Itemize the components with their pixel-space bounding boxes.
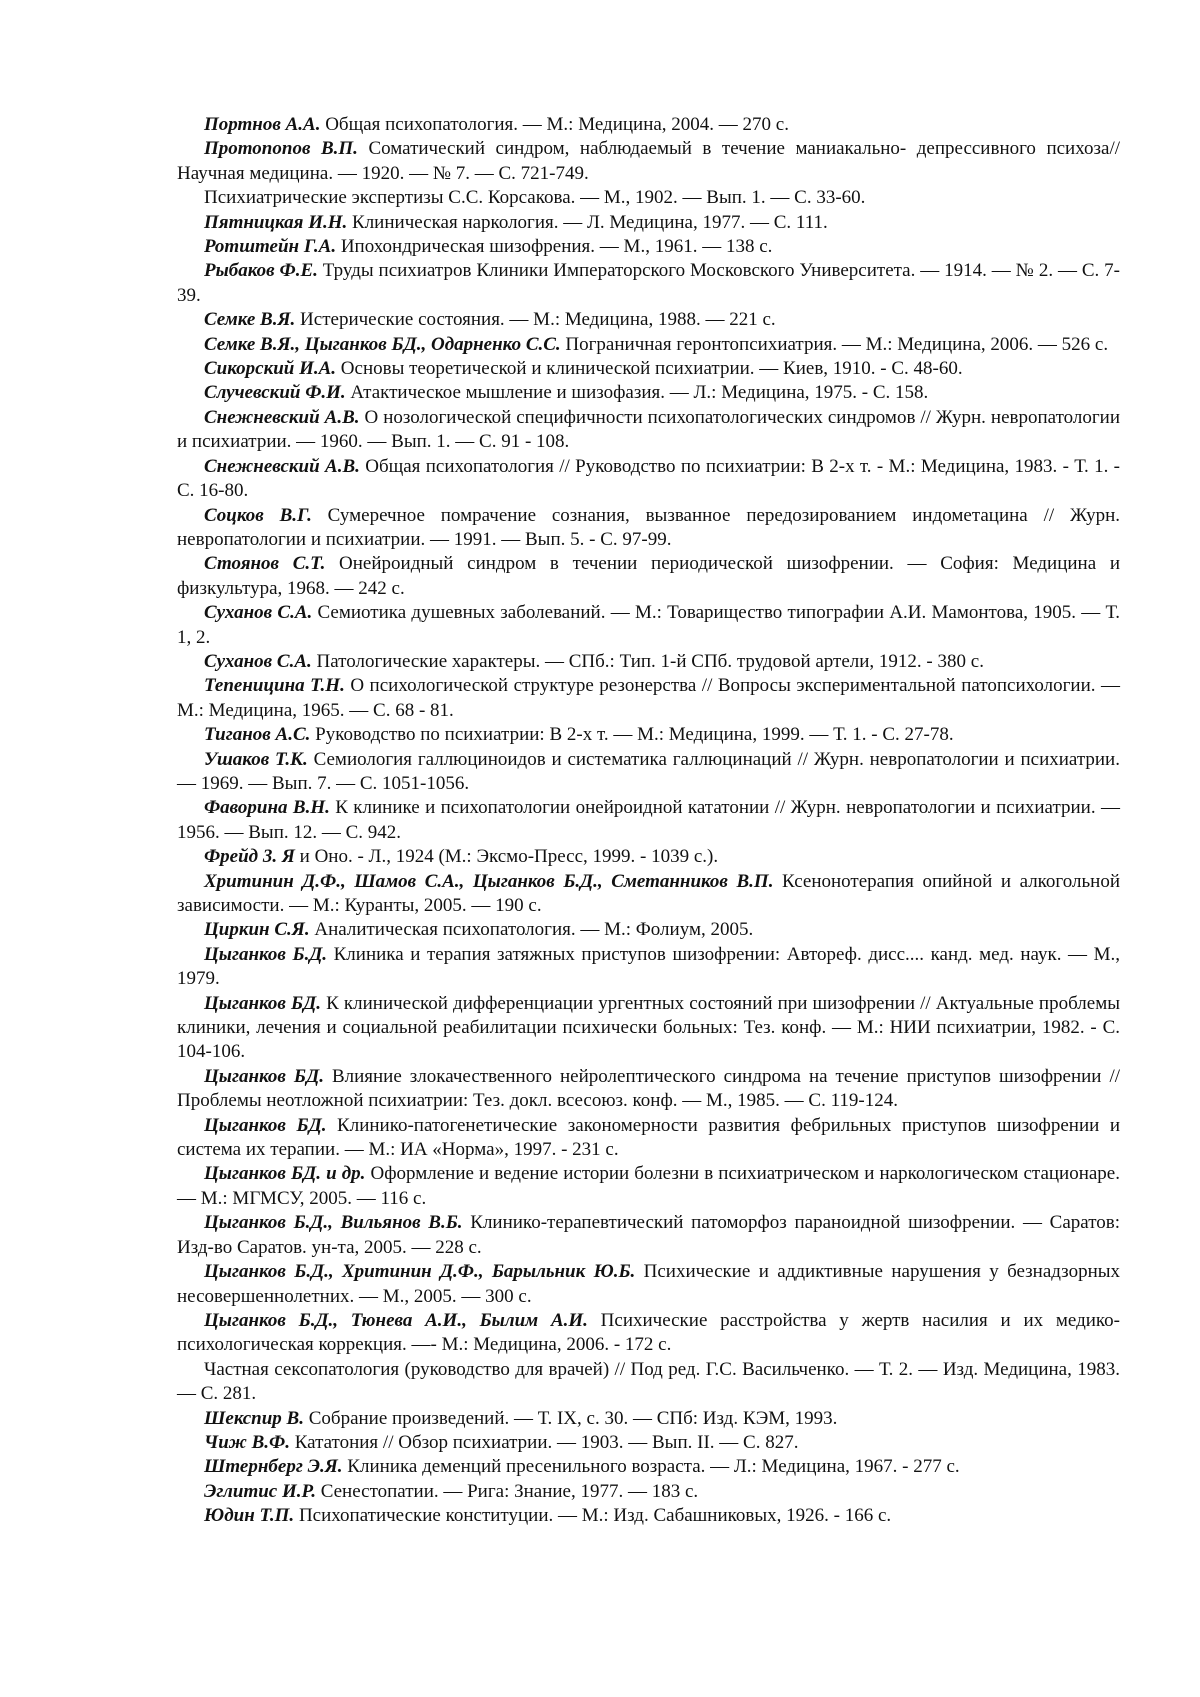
bib-author: Цыганков Б.Д., Хритинин Д.Ф., Барыльник Ю.Б. [204,1261,636,1283]
bib-author: Эглитис И.Р. [204,1480,316,1502]
bib-entry [177,943,1120,992]
bib-author: Тепеницина Т.Н. [204,675,345,697]
bib-text: Истерические состояния. — М.: Медицина, 1988. — 221 с. [300,309,776,331]
bib-author: Протопопов В.П. [204,138,358,160]
bib-author: Соцков В.Г. [204,504,312,526]
bib-text: Клинико-терапевтический патоморфоз параноидной шизофрении. — Саратов: Изд-во Саратов. ун-та, 2005. — 228 с. [177,1212,1121,1258]
bib-text: Общая психопатология // Руководство по психиатрии: В 2-х т. - М.: Медицина, 1983. - Т. 1. - С. 16-80. [177,455,1120,502]
bib-entry [177,1480,1120,1504]
bib-author: Цыганков Б.Д., Тюнева А.И., Былим А.И. [204,1309,588,1331]
bib-entry [177,1260,1120,1309]
bib-text: Соматический синдром, наблюдаемый в течение маниакально- депрессивного психоза// Научная медицина. — 1920. — № 7. — С. 721-749. [177,138,1121,184]
bib-text: Общая психопатология. — М.: Медицина, 2004. — 270 с. [325,114,789,135]
bib-entry [177,333,1120,357]
bib-author: Шекспир В. [204,1407,304,1429]
bib-entry [177,845,1120,869]
bib-author: Стоянов С.Т. [204,553,326,575]
bib-entry [177,1431,1120,1455]
bib-text: Клиническая наркология. — Л. Медицина, 1977. — С. 111. [352,211,828,233]
bib-entry [177,918,1120,942]
bib-text: Кататония // Обзор психиатрии. — 1903. — Вып. II. — С. 827. [294,1431,799,1453]
bib-author: Хритинин Д.Ф., Шамов С.А., Цыганков Б.Д., Сметанников В.П. [204,870,774,892]
bib-entry [177,870,1120,919]
bib-entry [177,1114,1120,1163]
bib-entry [177,1455,1120,1479]
bib-text: Клинико-патогенетические закономерности развития фебрильных приступов шизофрении и система их терапии. — М.: ИА «Норма», 1997. - 231 с. [177,1114,1121,1161]
bib-entry [177,113,1120,137]
bib-author: Фрейд 3. Я [204,846,295,868]
bib-text: Пограничная геронтопсихиатрия. — М.: Медицина, 2006. — 526 с. [565,333,1109,355]
bib-entry [177,674,1120,723]
bib-text: Клиника деменций пресенильного возраста. — Л.: Медицина, 1967. - 277 с. [347,1456,960,1478]
bib-text: К клинике и психопатологии онейроидной кататонии // Журн. невропатологии и психиатрии. — 1956. — Вып. 12. — С. 942. [177,797,1120,843]
bib-text: Аналитическая психопатология. — М.: Фолиум, 2005. [314,919,754,941]
bib-entry [177,1162,1120,1211]
bib-entry [177,552,1120,601]
bib-text: Клиника и терапия затяжных приступов шизофрении: Автореф. дисс.... канд. мед. наук. — М., 1979. [177,943,1120,990]
bib-entry [177,381,1120,405]
bib-author: Тиганов А.С. [204,724,311,746]
bib-entry [177,1358,1120,1407]
bib-author: Ушаков Т.К. [204,748,308,770]
bib-text: Руководство по психиатрии: В 2-х т. — М.: Медицина, 1999. — Т. 1. - С. 27-78. [315,724,954,746]
bib-author: Сикорский И.А. [204,358,337,380]
bib-text: Сенестопатии. — Рига: Знание, 1977. — 183 с. [320,1480,699,1502]
bib-author: Циркин С.Я. [204,919,310,941]
bib-entry [177,211,1120,235]
bib-text: Собрание произведений. — Т. IX, с. 30. — СПб: Изд. КЭМ, 1993. [308,1407,838,1429]
bib-author: Цыганков БД. и др. [204,1163,366,1185]
bib-entry [177,650,1120,674]
bib-entry [177,796,1120,845]
bib-author: Портнов А.А. [204,114,321,135]
bib-text: К клинической дифференциации ургентных состояний при шизофрении // Актуальные проблемы клиники, лечения и социальной реабилитации психически больных: Тез. конф. — М.: НИИ психиатрии, 1982. - С. 104-106. [177,992,1121,1063]
bib-author: Снежневский А.В. [204,455,360,477]
bib-entry [177,406,1120,455]
bib-entry [177,357,1120,381]
bib-author: Цыганков БД. [204,1114,327,1136]
bib-entry [177,992,1120,1065]
bib-author: Чиж В.Ф. [204,1431,290,1453]
bib-author: Штернберг Э.Я. [204,1456,343,1478]
bib-author: Фаворина В.Н. [204,797,330,819]
bib-author: Цыганков БД. [204,1065,324,1087]
bib-text: Психические и аддиктивные нарушения у безнадзорных несовершеннолетних. — М., 2005. — 300 с. [177,1261,1121,1307]
bib-author: Суханов С.А. [204,650,312,672]
bib-author: Снежневский А.В. [204,406,360,428]
bib-text: Влияние злокачественного нейролептического синдрома на течение приступов шизофрении // Проблемы неотложной психиатрии: Тез. докл. всесоюз. конф. — М., 1985. — С. 119-124. [177,1065,1121,1112]
bib-text: и Оно. - Л., 1924 (М.: Эксмо-Пресс, 1999. - 1039 с.). [299,846,719,868]
bib-entry [177,723,1120,747]
bib-author: Семке В.Я. [204,309,296,331]
bib-entry [177,1065,1120,1114]
bib-entry [177,601,1120,650]
bib-text: Психопатические конституции. — М.: Изд. Сабашниковых, 1926. - 166 с. [298,1505,892,1527]
bib-text: Ипохондрическая шизофрения. — М., 1961. — 138 с. [340,236,773,258]
bib-entry [177,1407,1120,1431]
bib-text: Онейроидный синдром в течении периодической шизофрении. — София: Медицина и физкультура, 1968. — 242 с. [177,553,1121,599]
bib-entry [177,308,1120,332]
bib-author: Цыганков Б.Д. [204,943,328,965]
bib-entry [177,259,1120,308]
bib-text: Частная сексопатология (руководство для врачей) // Под ред. Г.С. Васильченко. — Т. 2. — Изд. Медицина, 1983. — С. 281. [177,1358,1120,1405]
bib-entry [177,455,1120,504]
bib-text: Патологические характеры. — СПб.: Тип. 1-й СПб. трудовой артели, 1912. - 380 с. [316,650,984,672]
bib-author: Суханов С.А. [204,602,313,624]
bib-entry [177,186,1120,210]
bib-author: Цыганков БД. [204,992,322,1014]
bib-entry [177,504,1120,553]
bib-text: Основы теоретической и клинической психиатрии. — Киев, 1910. - С. 48-60. [340,358,963,380]
bib-entry [177,748,1120,797]
bib-text: О психологической структуре резонерства // Вопросы экспериментальной патопсихологии. — М.: Медицина, 1965. — С. 68 - 81. [177,675,1120,721]
bib-text: Ксенонотерапия опийной и алкогольной зависимости. — М.: Куранты, 2005. — 190 с. [177,870,1120,916]
bib-text: Сумеречное помрачение сознания, вызванное передозированием индометацина // Журн. невропатологии и психиатрии. — 1991. — Вып. 5. - С. 97-99. [177,504,1120,550]
bib-text: Оформление и ведение истории болезни в психиатрическом и наркологическом стационаре. — М.: МГМСУ, 2005. — 116 с. [177,1163,1120,1209]
bib-text: Атактическое мышление и шизофазия. — Л.: Медицина, 1975. - С. 158. [350,382,929,404]
bib-text: О нозологической специфичности психопатологических синдромов // Журн. невропатологии и психиатрии. — 1960. — Вып. 1. — С. 91 - 108. [177,406,1121,453]
bib-author: Юдин Т.П. [204,1505,295,1527]
bib-author: Семке В.Я., Цыганков БД., Одарненко С.С. [204,333,561,355]
bib-author: Рыбаков Ф.Е. [204,260,318,282]
bibliography-page [177,113,1120,1529]
bib-entry [177,137,1120,186]
bib-text: Психические расстройства у жертв насилия и их медико-психологическая коррекция. —- М.: Медицина, 2006. - 172 с. [177,1309,1121,1356]
bib-text: Семиология галлюциноидов и систематика галлюцинаций // Журн. невропатологии и психиатрии. — 1969. — Вып. 7. — С. 1051-1056. [177,748,1120,794]
bib-entry [177,1309,1120,1358]
bib-entry [177,235,1120,259]
bib-text: Психиатрические экспертизы С.С. Корсакова. — М., 1902. — Вып. 1. — С. 33-60. [204,187,866,209]
bib-text: Труды психиатров Клиники Императорского Московского Университета. — 1914. — № 2. — С. 7-39. [177,260,1120,306]
bib-author: Пятницкая И.Н. [204,211,348,233]
bib-text: Семиотика душевных заболеваний. — М.: Товарищество типографии А.И. Мамонтова, 1905. — Т. 1, 2. [177,602,1120,648]
bib-author: Случевский Ф.И. [204,382,346,404]
bib-author: Ротштейн Г.А. [204,236,337,258]
bib-entry [177,1504,1120,1528]
bib-entry [177,1211,1120,1260]
bib-author: Цыганков Б.Д., Вильянов В.Б. [204,1212,463,1234]
